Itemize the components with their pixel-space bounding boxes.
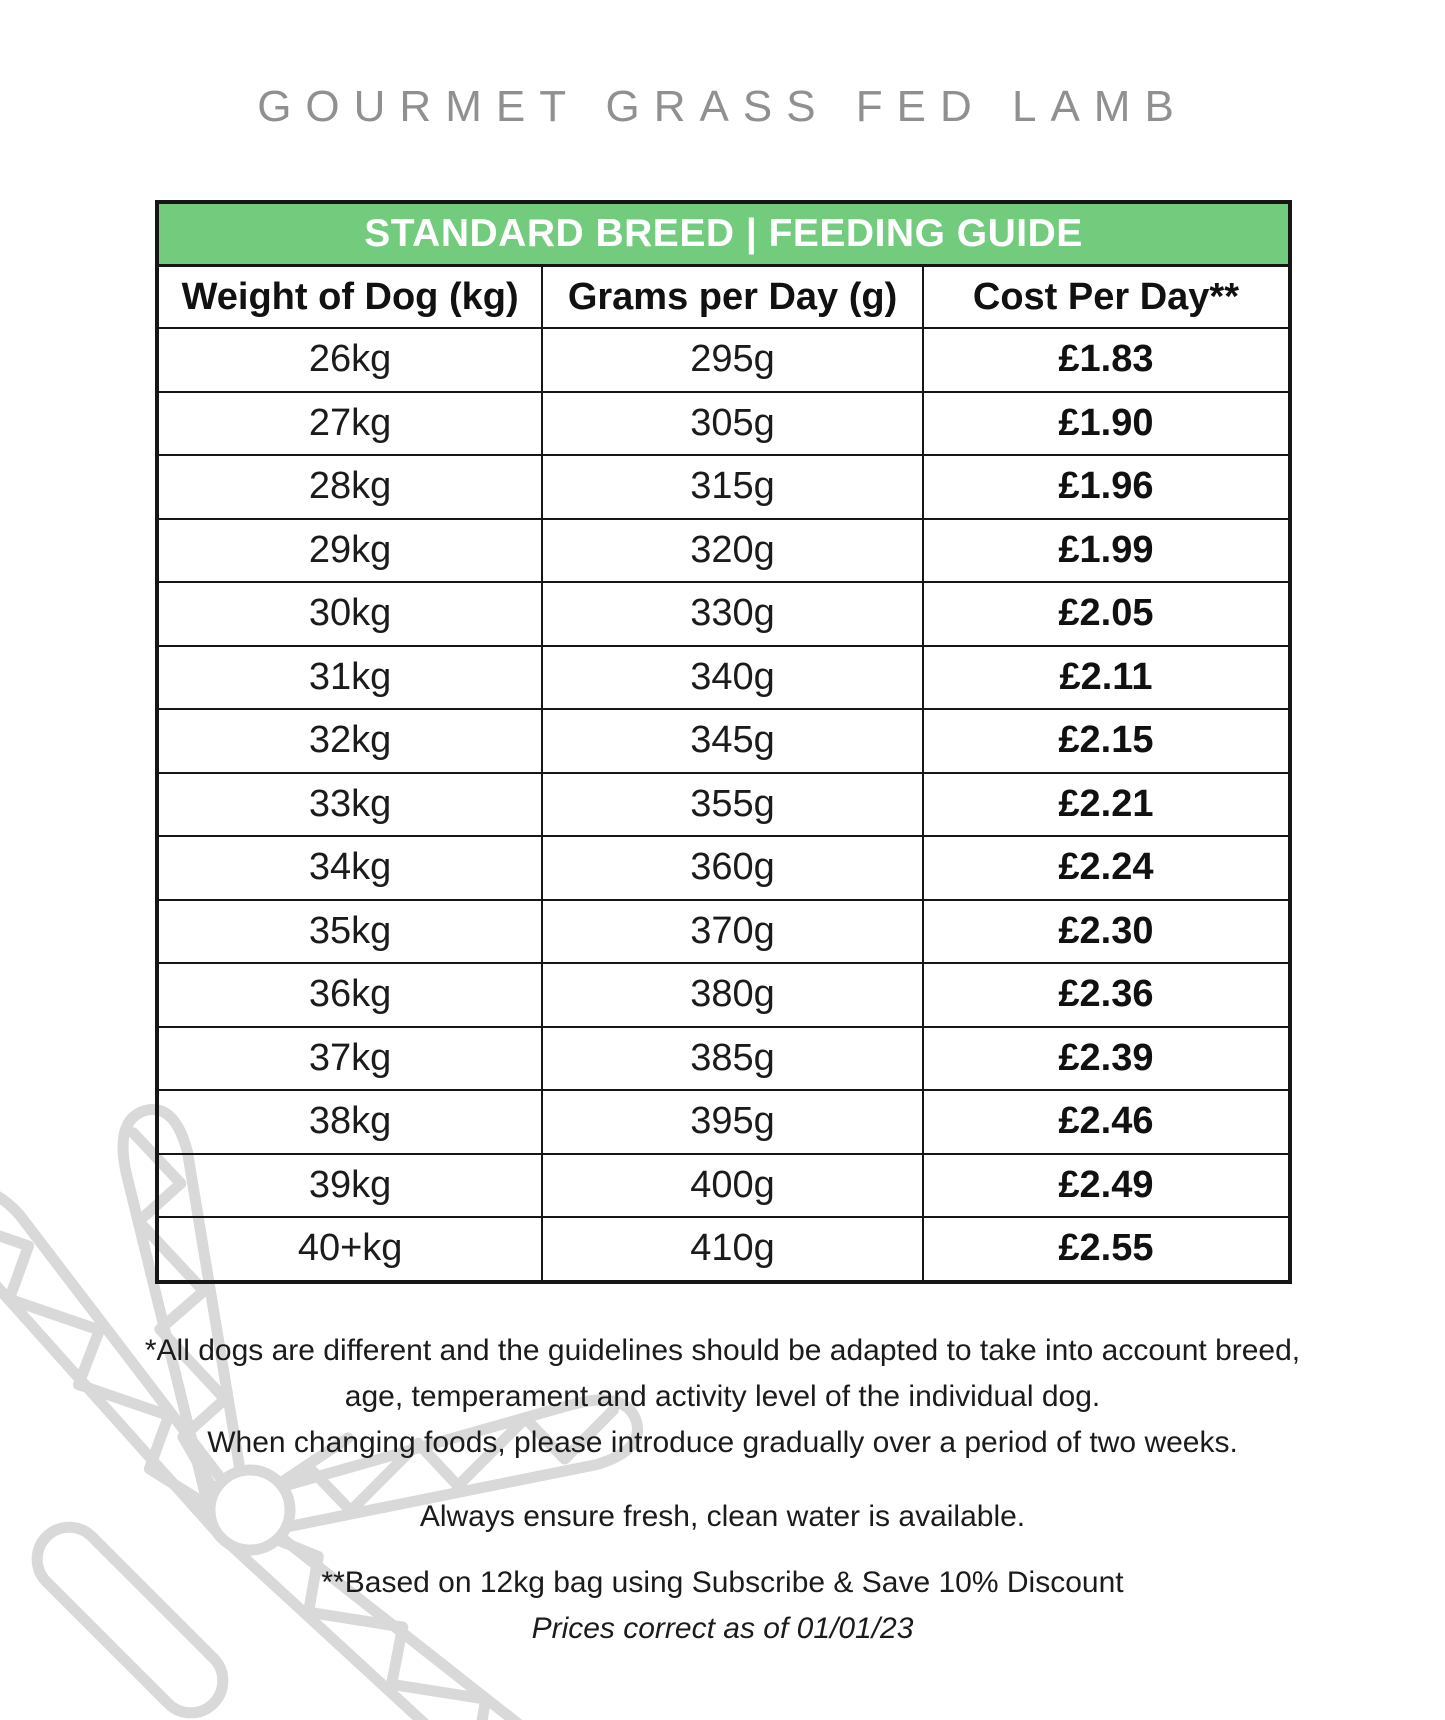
- weight-cell: 31kg: [157, 646, 542, 710]
- cost-cell: £2.55: [923, 1217, 1290, 1282]
- weight-cell: 35kg: [157, 900, 542, 964]
- grams-cell: 360g: [542, 836, 923, 900]
- weight-cell: 39kg: [157, 1154, 542, 1218]
- table-row: [157, 709, 1290, 773]
- table-row: [157, 392, 1290, 456]
- cost-cell: £2.21: [923, 773, 1290, 837]
- cost-cell: £1.90: [923, 392, 1290, 456]
- note-adapt-line1: *All dogs are different and the guidelines should be adapted to take into account breed,: [144, 1334, 1301, 1367]
- table-row: [157, 519, 1290, 583]
- grams-cell: 305g: [542, 392, 923, 456]
- grams-cell: 400g: [542, 1154, 923, 1218]
- cost-cell: £2.05: [923, 582, 1290, 646]
- table-row: [157, 1090, 1290, 1154]
- table-row: [157, 773, 1290, 837]
- table-row: [157, 1217, 1290, 1282]
- grams-cell: 385g: [542, 1027, 923, 1091]
- weight-cell: 26kg: [157, 328, 542, 392]
- table-row: [157, 582, 1290, 646]
- cost-cell: £2.49: [923, 1154, 1290, 1218]
- table-row: [157, 963, 1290, 1027]
- feeding-guide-table: [155, 200, 1292, 1284]
- product-title: GOURMET GRASS FED LAMB: [257, 82, 1188, 131]
- weight-cell: 30kg: [157, 582, 542, 646]
- column-header-weight: Weight of Dog (kg): [157, 266, 542, 329]
- grams-cell: 355g: [542, 773, 923, 837]
- weight-cell: 40+kg: [157, 1217, 542, 1282]
- banner-row: [157, 202, 1290, 266]
- cost-cell: £1.83: [923, 328, 1290, 392]
- column-header-grams: Grams per Day (g): [542, 266, 923, 329]
- table-row: [157, 646, 1290, 710]
- weight-cell: 37kg: [157, 1027, 542, 1091]
- footnotes: [0, 1328, 1445, 1652]
- cost-cell: £1.99: [923, 519, 1290, 583]
- weight-cell: 38kg: [157, 1090, 542, 1154]
- weight-cell: 27kg: [157, 392, 542, 456]
- weight-cell: 34kg: [157, 836, 542, 900]
- cost-cell: £2.36: [923, 963, 1290, 1027]
- cost-cell: £1.96: [923, 455, 1290, 519]
- cost-cell: £2.11: [923, 646, 1290, 710]
- grams-cell: 330g: [542, 582, 923, 646]
- column-header-cost: Cost Per Day**: [923, 266, 1290, 329]
- weight-cell: 36kg: [157, 963, 542, 1027]
- grams-cell: 380g: [542, 963, 923, 1027]
- grams-cell: 320g: [542, 519, 923, 583]
- weight-cell: 33kg: [157, 773, 542, 837]
- grams-cell: 345g: [542, 709, 923, 773]
- cost-cell: £2.46: [923, 1090, 1290, 1154]
- table-row: [157, 836, 1290, 900]
- table-row: [157, 900, 1290, 964]
- grams-cell: 340g: [542, 646, 923, 710]
- table-banner: STANDARD BREED | FEEDING GUIDE: [157, 202, 1290, 266]
- table-row: [157, 328, 1290, 392]
- weight-cell: 28kg: [157, 455, 542, 519]
- table-row: [157, 1154, 1290, 1218]
- cost-cell: £2.24: [923, 836, 1290, 900]
- cost-cell: £2.39: [923, 1027, 1290, 1091]
- weight-cell: 32kg: [157, 709, 542, 773]
- note-transition: When changing foods, please introduce gradually over a period of two weeks.: [207, 1426, 1238, 1459]
- note-adapt-line2: age, temperament and activity level of the individual dog.: [344, 1380, 1101, 1413]
- feeding-table-body: [157, 328, 1290, 1282]
- note-water: Always ensure fresh, clean water is available.: [419, 1500, 1026, 1533]
- grams-cell: 395g: [542, 1090, 923, 1154]
- grams-cell: 295g: [542, 328, 923, 392]
- cost-cell: £2.30: [923, 900, 1290, 964]
- column-header-row: [157, 266, 1290, 329]
- note-prices: Prices correct as of 01/01/23: [531, 1612, 914, 1645]
- table-row: [157, 455, 1290, 519]
- grams-cell: 370g: [542, 900, 923, 964]
- weight-cell: 29kg: [157, 519, 542, 583]
- table-row: [157, 1027, 1290, 1091]
- grams-cell: 410g: [542, 1217, 923, 1282]
- note-basis: **Based on 12kg bag using Subscribe & Save 10% Discount: [321, 1566, 1124, 1599]
- grams-cell: 315g: [542, 455, 923, 519]
- cost-cell: £2.15: [923, 709, 1290, 773]
